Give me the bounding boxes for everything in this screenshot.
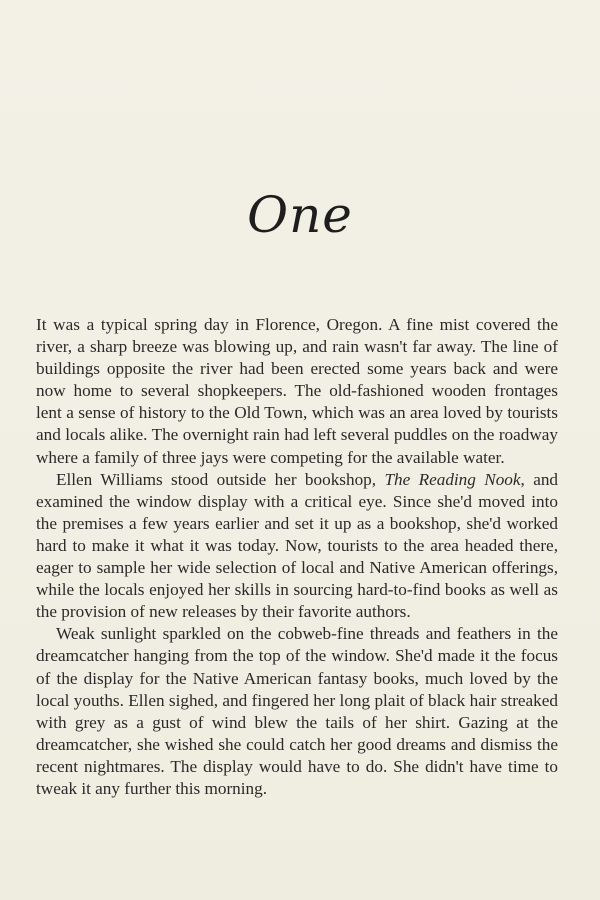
chapter-title: One	[247, 186, 353, 244]
bookshop-name: The Reading Nook	[384, 469, 521, 489]
paragraph-2-start: Ellen Williams stood outside her bookshop,	[56, 469, 385, 489]
paragraph-1: It was a typical spring day in Florence, Oregon. A fine mist covered the river, a sharp breeze was blowing up, and rain wasn't far away. The line of buildings opposite the river had been erected some years back and were now home to several shopkeepers. The old-fashioned wooden frontages lent a sense of history to the Old Town, which was an area loved by tourists and locals alike. The overnight rain had left several puddles on the roadway where a family of three jays were competing for the available water.	[36, 315, 558, 467]
paragraph-2	[36, 469, 558, 624]
paragraph-3: Weak sunlight sparkled on the cobweb-fine threads and feathers in the dreamcatcher hanging from the top of the window. She'd made it the focus of the display for the Native American fantasy books, much loved by the local youths. Ellen sighed, and fingered her long plait of black hair streaked with grey as a gust of wind blew the tails of her shirt. Gazing at the dreamcatcher, she wished she could catch her good dreams and dismiss the recent nightmares. The display would have to do. She didn't have time to tweak it any further this morning.	[36, 624, 558, 798]
paragraph-2-rest: , and examined the window display with a critical eye. Since she'd moved into the premises a few years earlier and set it up as a bookshop, she'd worked hard to make it what it was today. Now, tourists to the area headed there, eager to sample her wide selection of local and Native American offerings, while the locals enjoyed her skills in sourcing hard-to-find books as well as the provision of new releases by their favorite authors.	[36, 469, 559, 622]
chapter-body	[36, 314, 558, 800]
